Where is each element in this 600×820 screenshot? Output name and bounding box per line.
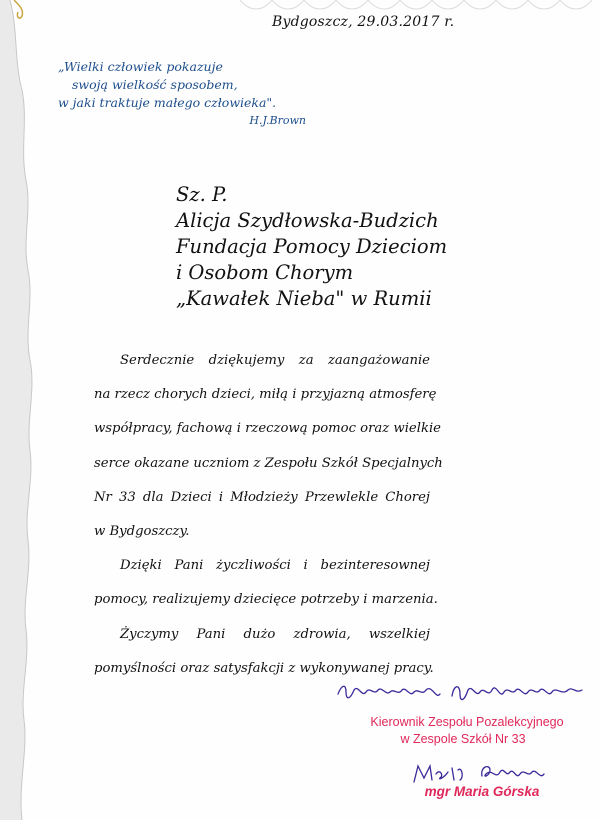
recipient-org-line: Fundacja Pomocy Dzieciom [176, 235, 448, 258]
signatory-name: mgr Maria Górska [424, 784, 540, 799]
quote-line: swoją wielkość sposobem, [72, 77, 238, 92]
stamp-line: Kierownik Zespołu Pozalekcyjnego [370, 715, 564, 729]
quote-line: „Wielki człowiek pokazuje [58, 59, 223, 74]
body-line: Nr 33 dla Dzieci i Młodzieży Przewlekle Chorej [94, 489, 430, 505]
recipient-org-line: i Osobom Chorym [176, 261, 354, 284]
body-line: Życzymy Pani dużo zdrowia, wszelkiej [120, 626, 430, 642]
body-line: na rzecz chorych dzieci, miłą i przyjazną atmosferę [94, 387, 437, 403]
stamp-line: w Zespole Szkół Nr 33 [400, 732, 526, 746]
body-line: współpracy, fachową i rzeczową pomoc oraz wielkie [94, 421, 441, 437]
body-line: pomocy, realizujemy dziecięce potrzeby i marzenia. [94, 592, 438, 608]
body-line: serce okazane uczniom z Zespołu Szkół Specjalnych [94, 455, 443, 471]
recipient-name: Alicja Szydłowska-Budzich [176, 209, 439, 232]
epigraph-quote [58, 58, 318, 130]
letter-date: Bydgoszcz, 29.03.2017 r. [272, 14, 455, 30]
recipient-address [176, 182, 447, 312]
body-line: pomyślności oraz satysfakcji z wykonywanej pracy. [94, 660, 434, 676]
letter-body [94, 344, 443, 686]
quote-author: H.J.Brown [249, 114, 306, 127]
official-stamp [352, 714, 582, 748]
body-line: Serdecznie dziękujemy za zaangażowanie [120, 353, 430, 368]
handwritten-signature [410, 762, 570, 784]
recipient-salutation: Sz. P. [176, 183, 228, 206]
handwritten-closing [336, 680, 586, 706]
handwritten-signature-text [410, 782, 412, 783]
body-line: w Bydgoszczy. [94, 524, 190, 540]
recipient-org-line: „Kawałek Nieba" w Rumii [176, 287, 432, 310]
torn-page-edge [0, 0, 38, 820]
handwritten-closing-text [336, 703, 338, 704]
quote-line: w jaki traktuje małego człowieka". [58, 95, 277, 110]
body-line: Dzięki Pani życzliwości i bezinteresownej [120, 558, 430, 574]
